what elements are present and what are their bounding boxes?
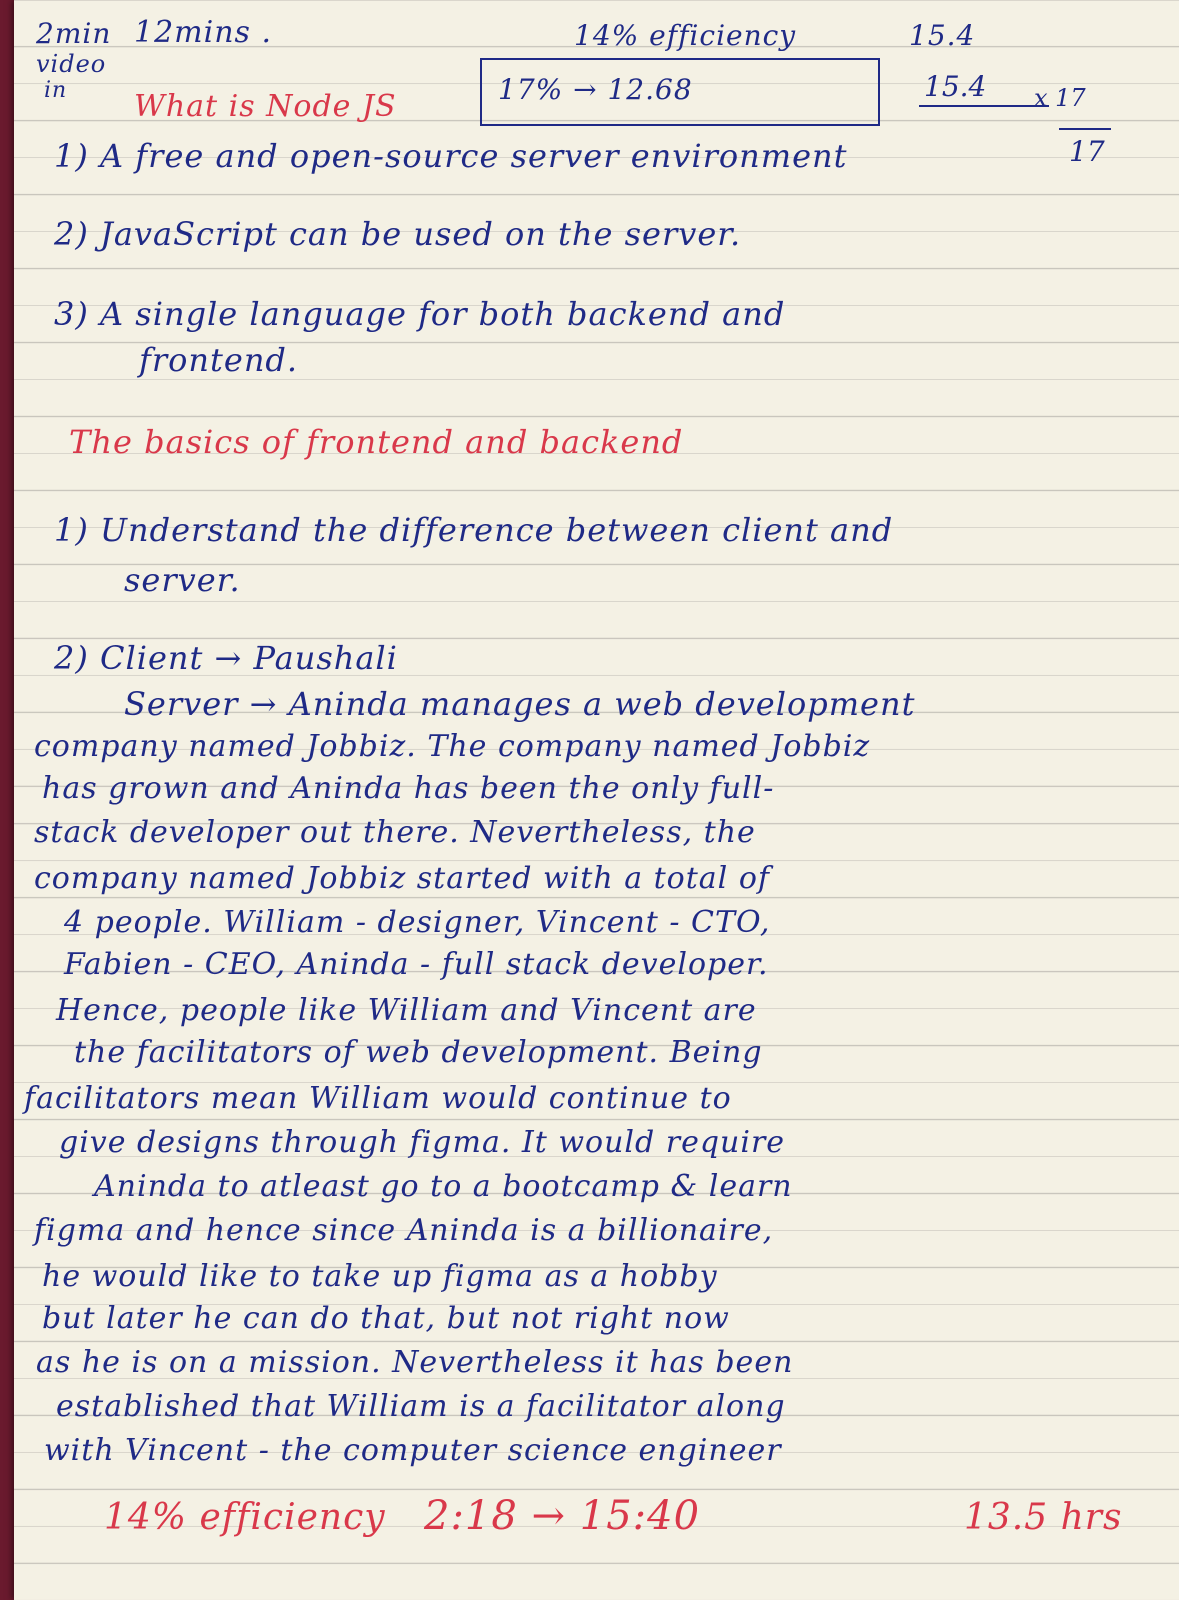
fraction-bar-2 — [1059, 128, 1111, 130]
section-title: What is Node JS — [134, 89, 397, 124]
efficiency-result: 15.4 — [909, 19, 976, 52]
point-3-line-2: frontend. — [139, 341, 299, 379]
boxed-calc: 17% → 12.68 — [498, 73, 693, 106]
body-line-13: he would like to take up figma as a hobby — [42, 1259, 718, 1294]
footer-time: 2:18 → 15:40 — [424, 1493, 701, 1539]
body-line-10: give designs through figma. It would require — [59, 1125, 786, 1160]
item-2-line-1: 2) Client → Paushali — [54, 639, 398, 677]
section-subtitle: The basics of frontend and backend — [69, 423, 684, 461]
arrow-time-note: 12mins . — [134, 15, 273, 50]
footer-hours: 13.5 hrs — [964, 1497, 1123, 1538]
body-line-16: established that William is a facilitator along — [56, 1389, 786, 1424]
body-line-5: 4 people. William - designer, Vincent - CTO, — [64, 905, 771, 940]
item-1-line-2: server. — [124, 561, 241, 599]
efficiency-head: 14% efficiency — [574, 19, 797, 52]
body-line-2: has grown and Aninda has been the only full- — [42, 771, 775, 806]
body-line-11: Aninda to atleast go to a bootcamp & learn — [94, 1169, 793, 1204]
point-2: 2) JavaScript can be used on the server. — [54, 215, 742, 253]
fraction-top: 15.4 — [924, 70, 987, 103]
body-line-7: Hence, people like William and Vincent are — [56, 993, 757, 1028]
body-line-12: figma and hence since Aninda is a billionaire, — [34, 1213, 774, 1248]
body-line-1: company named Jobbiz. The company named Jobbiz — [34, 729, 871, 764]
body-line-3: stack developer out there. Nevertheless, the — [34, 815, 756, 850]
body-line-17: with Vincent - the computer science engineer — [44, 1433, 782, 1468]
point-1: 1) A free and open-source server environment — [54, 137, 848, 175]
body-line-14: but later he can do that, but not right now — [42, 1301, 730, 1336]
body-line-8: the facilitators of web development. Being — [74, 1035, 763, 1070]
item-1-line-1: 1) Understand the difference between client and — [54, 511, 894, 549]
footer-efficiency: 14% efficiency — [104, 1497, 386, 1538]
body-line-9: facilitators mean William would continue to — [24, 1081, 732, 1116]
duration-note: 2min — [36, 17, 112, 50]
body-line-6: Fabien - CEO, Aninda - full stack developer. — [64, 947, 769, 982]
fraction-multiplier: x 17 — [1034, 84, 1086, 112]
video-label: video — [36, 50, 107, 78]
fraction-bar — [919, 105, 1049, 107]
body-line-4: company named Jobbiz started with a total of — [34, 861, 770, 896]
in-label: in — [44, 78, 68, 103]
point-3-line-1: 3) A single language for both backend and — [54, 295, 786, 333]
notebook-page — [14, 0, 1179, 1600]
fraction-bottom: 17 — [1069, 135, 1105, 168]
item-2-line-2: Server → Aninda manages a web development — [124, 685, 916, 723]
body-line-15: as he is on a mission. Nevertheless it has been — [36, 1345, 794, 1380]
